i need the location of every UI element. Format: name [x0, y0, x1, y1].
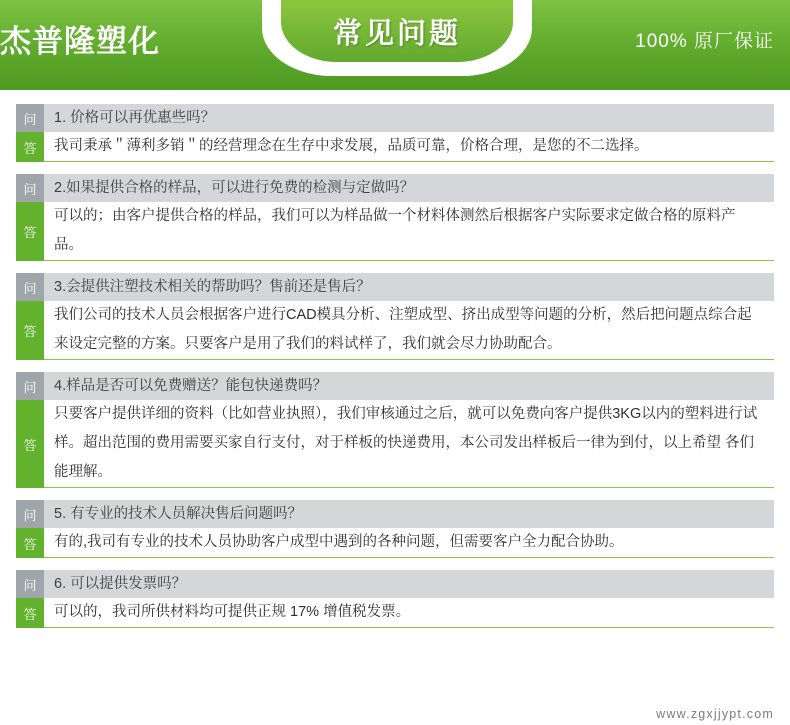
question-tag: 问 — [16, 273, 44, 301]
answer-tag: 答 — [16, 598, 44, 628]
answer-row — [16, 400, 774, 488]
guarantee-label: 100% 原厂保证 — [635, 31, 774, 52]
question-text: 4.样品是否可以免费赠送？能包快递费吗？ — [44, 372, 774, 400]
question-text: 5. 有专业的技术人员解决售后问题吗？ — [44, 500, 774, 528]
faq-item — [16, 372, 774, 488]
question-row — [16, 174, 774, 202]
page-title: 常见问题 — [332, 17, 461, 50]
answer-tag: 答 — [16, 132, 44, 162]
question-row — [16, 500, 774, 528]
question-text: 3.会提供注塑技术相关的帮助吗？售前还是售后？ — [44, 273, 774, 301]
answer-text: 有的,我司有专业的技术人员协助客户成型中遇到的各种问题，但需要客户全力配合协助。 — [44, 528, 774, 558]
question-tag: 问 — [16, 372, 44, 400]
answer-text: 我司秉承＂薄利多销＂的经营理念在生存中求发展，品质可靠，价格合理，是您的不二选择。 — [44, 132, 774, 162]
question-row — [16, 570, 774, 598]
question-row — [16, 104, 774, 132]
question-row — [16, 273, 774, 301]
answer-text: 我们公司的技术人员会根据客户进行CAD模具分析、注塑成型、挤出成型等问题的分析，然后把问题点综合起来设定完整的方案。只要客户是用了我们的料试样了，我们就会尽力协助配合。 — [44, 301, 774, 360]
answer-tag: 答 — [16, 528, 44, 558]
answer-row — [16, 301, 774, 360]
faq-item — [16, 273, 774, 360]
faq-list — [0, 90, 790, 628]
question-text: 6. 可以提供发票吗？ — [44, 570, 774, 598]
faq-item — [16, 570, 774, 628]
faq-item — [16, 104, 774, 162]
faq-item — [16, 174, 774, 261]
question-row — [16, 372, 774, 400]
watermark: www.zgxjjypt.com — [656, 707, 774, 721]
page-header — [0, 0, 790, 90]
answer-text: 可以的，我司所供材料均可提供正规 17% 增值税发票。 — [44, 598, 774, 628]
answer-tag: 答 — [16, 400, 44, 488]
answer-tag: 答 — [16, 202, 44, 261]
answer-row — [16, 202, 774, 261]
question-tag: 问 — [16, 570, 44, 598]
answer-row — [16, 132, 774, 162]
answer-tag: 答 — [16, 301, 44, 360]
question-tag: 问 — [16, 174, 44, 202]
page-title-badge — [281, 0, 513, 62]
question-text: 2.如果提供合格的样品，可以进行免费的检测与定做吗？ — [44, 174, 774, 202]
faq-item — [16, 500, 774, 558]
answer-text: 只要客户提供详细的资料（比如营业执照），我们审核通过之后，就可以免费向客户提供3KG以内的塑料进行试样。超出范围的费用需要买家自行支付，对于样板的快递费用，本公司发出样板后一律为到付，以上希望 各们能理解。 — [44, 400, 774, 488]
question-text: 1. 价格可以再优惠些吗？ — [44, 104, 774, 132]
question-tag: 问 — [16, 500, 44, 528]
answer-row — [16, 598, 774, 628]
answer-row — [16, 528, 774, 558]
brand-name: 杰普隆塑化 — [0, 24, 160, 59]
answer-text: 可以的；由客户提供合格的样品，我们可以为样品做一个材料体测然后根据客户实际要求定做合格的原料产品。 — [44, 202, 774, 261]
question-tag: 问 — [16, 104, 44, 132]
